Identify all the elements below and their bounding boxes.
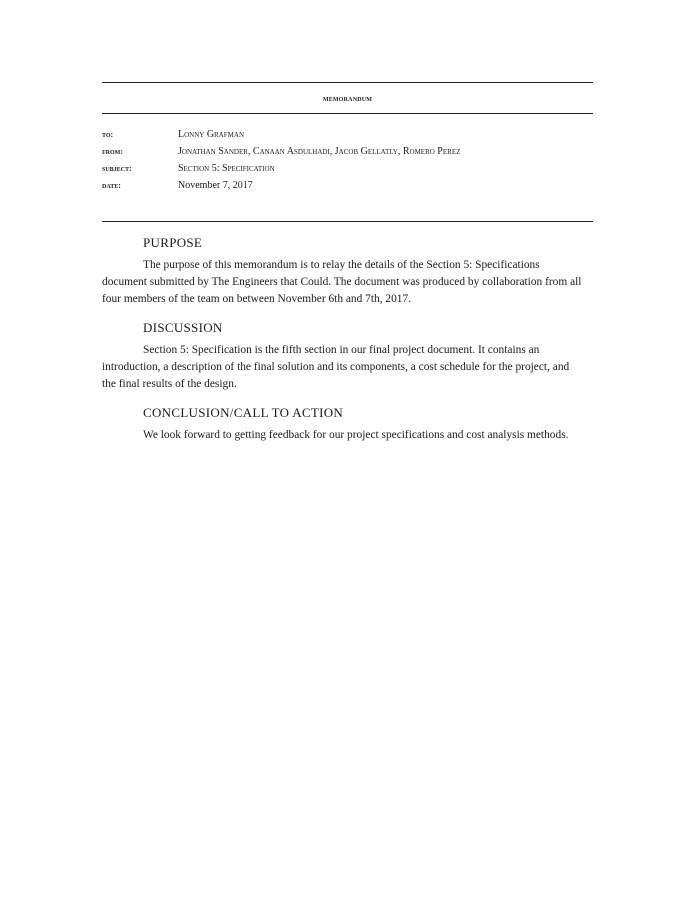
top-rule	[102, 82, 593, 83]
to-label: to:	[102, 130, 114, 139]
memo-header	[102, 126, 593, 194]
header-row-date	[102, 177, 593, 194]
title-rule	[102, 113, 593, 114]
section-heading: CONCLUSION/CALL TO ACTION	[143, 405, 344, 420]
header-row-from	[102, 143, 593, 160]
section-paragraph: Section 5: Specification is the fifth section in our final project document. It contains an introduction, a description of the final solution and its components, a cost schedule for the project, and the final results of the design.	[102, 344, 570, 390]
subject-label: subject:	[102, 164, 132, 173]
section-heading: DISCUSSION	[143, 320, 223, 335]
memo-title: memorandum	[322, 94, 373, 103]
from-label: from:	[102, 147, 123, 156]
section-discussion	[102, 318, 582, 393]
date-value: November 7, 2017	[178, 180, 253, 191]
to-value: Lonny Grafman	[178, 129, 245, 140]
header-row-to	[102, 126, 593, 143]
section-paragraph: We look forward to getting feedback for our project specifications and cost analysis methods.	[143, 429, 569, 441]
section-purpose	[102, 233, 582, 308]
memo-body	[102, 233, 582, 454]
from-value: Jonathan Sander, Canaan Asdulhadi, Jacob Gellatly, Romero Perez	[178, 146, 461, 157]
section-conclusion	[102, 403, 582, 444]
header-bottom-rule	[102, 221, 593, 222]
subject-value: Section 5: Specification	[178, 163, 275, 174]
section-paragraph: The purpose of this memorandum is to relay the details of the Section 5: Specifications document submitted by The Engineers that Could. The document was produced by collaboration from all four members of the team on between November 6th and 7th, 2017.	[102, 259, 582, 305]
date-label: date:	[102, 181, 121, 190]
header-row-subject	[102, 160, 593, 177]
section-heading: PURPOSE	[143, 235, 203, 250]
